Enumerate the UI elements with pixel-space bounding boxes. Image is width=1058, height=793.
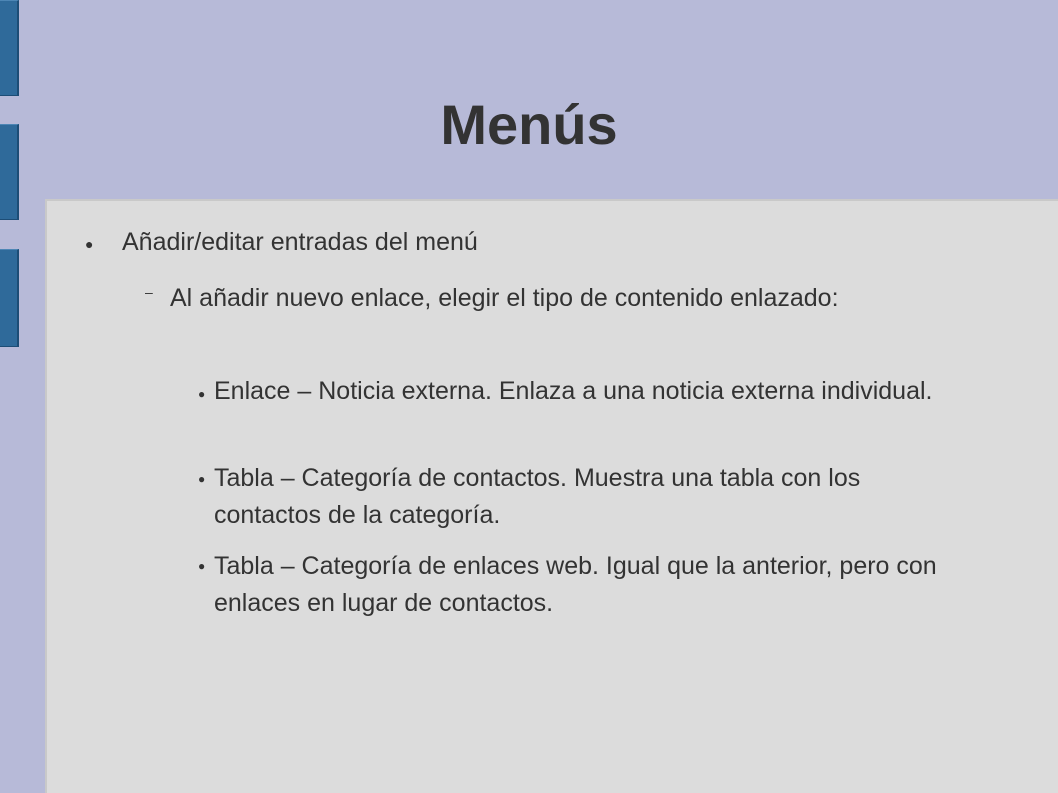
- bullet-text: Tabla – Categoría de contactos. Muestra una tabla con los contactos de la categoría.: [214, 464, 861, 529]
- bullet-dot-icon: ●: [198, 472, 206, 486]
- bullet-text: Tabla – Categoría de enlaces web. Igual que la anterior, pero con enlaces en lugar de contactos.: [214, 552, 937, 617]
- side-bar-decoration-1: [0, 0, 19, 96]
- bullet-text: Enlace – Noticia externa. Enlaza a una noticia externa individual.: [214, 377, 933, 405]
- bullet-dot-icon: ●: [85, 236, 94, 252]
- bullet-dot-icon: ●: [198, 387, 206, 401]
- bullet-dot-icon: ●: [198, 559, 206, 573]
- bullet-text: Al añadir nuevo enlace, elegir el tipo de contenido enlazado:: [170, 284, 839, 312]
- bullet-dash-icon: –: [145, 284, 153, 300]
- slide-title: Menús: [440, 93, 618, 156]
- bullet-text: Añadir/editar entradas del menú: [122, 228, 478, 256]
- side-bar-decoration-3: [0, 249, 19, 347]
